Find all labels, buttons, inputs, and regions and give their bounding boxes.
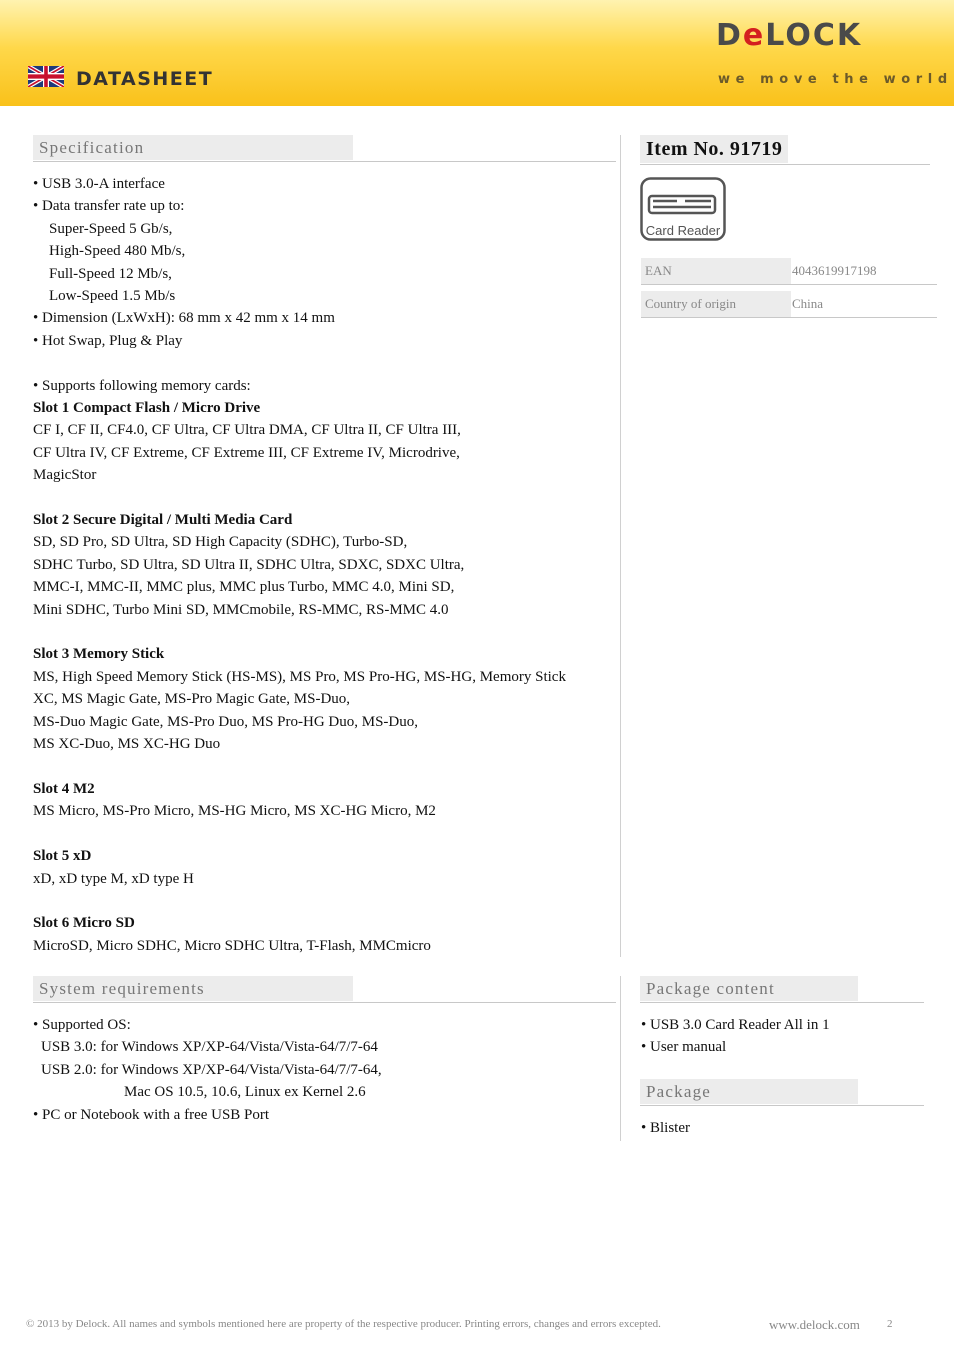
item-properties bbox=[640, 257, 937, 323]
sysreq-line: • Supported OS: bbox=[33, 1017, 131, 1033]
card-reader-icon-label: Card Reader bbox=[645, 223, 721, 238]
package-title: Package bbox=[640, 1079, 858, 1104]
spec-line: • Data transfer rate up to: bbox=[33, 198, 185, 215]
slot-line: CF Ultra IV, CF Extreme, CF Extreme III, CF Extreme IV, Microdrive, bbox=[33, 444, 460, 461]
ean-value: 4043619917198 bbox=[792, 263, 877, 278]
slot-line: MMC-I, MMC-II, MMC plus, MMC plus Turbo, MMC 4.0, Mini SD, bbox=[33, 579, 455, 596]
slot-line: MS-Duo Magic Gate, MS-Pro Duo, MS Pro-HG Duo, MS-Duo, bbox=[33, 713, 419, 730]
slot-line: xD, xD type M, xD type H bbox=[33, 870, 194, 887]
ean-row bbox=[640, 257, 937, 290]
package-content-body bbox=[641, 1014, 931, 1059]
slot-line: Mini SDHC, Turbo Mini SD, MMCmobile, RS-MMC, RS-MMC 4.0 bbox=[33, 601, 449, 618]
card-reader-icon bbox=[640, 177, 726, 241]
sysreq-line: USB 3.0: for Windows XP/XP-64/Vista/Vista-64/7/7-64 bbox=[41, 1039, 378, 1056]
sysreq-line: Mac OS 10.5, 10.6, Linux ex Kernel 2.6 bbox=[124, 1084, 366, 1101]
spec-line: • Hot Swap, Plug & Play bbox=[33, 332, 183, 349]
system-requirements-body bbox=[33, 1014, 613, 1126]
slot-line: MS XC-Duo, MS XC-HG Duo bbox=[33, 736, 221, 753]
spec-line: • Dimension (LxWxH): 68 mm x 42 mm x 14 mm bbox=[33, 310, 335, 327]
package-content-line: • User manual bbox=[641, 1039, 727, 1056]
footer-copyright: © 2013 by Delock. All names and symbols mentioned here are property of the respective producer. Printing errors, changes and errors excepted. bbox=[26, 1318, 661, 1330]
slot-line: XC, MS Magic Gate, MS-Pro Magic Gate, MS-Duo, bbox=[33, 691, 351, 708]
spec-line: • USB 3.0-A interface bbox=[33, 176, 165, 192]
spec-line: Low-Speed 1.5 Mb/s bbox=[49, 288, 176, 305]
slot-title: Slot 3 Memory Stick bbox=[33, 646, 165, 663]
package-line: • Blister bbox=[641, 1120, 690, 1136]
logo-tagline: we move the world bbox=[718, 72, 953, 87]
datasheet-title: DATASHEET bbox=[76, 68, 214, 90]
slot-title: Slot 4 M2 bbox=[33, 780, 95, 797]
origin-label: Country of origin bbox=[641, 291, 791, 317]
spec-line: Super-Speed 5 Gb/s, bbox=[49, 220, 173, 237]
slot-title: Slot 5 xD bbox=[33, 848, 92, 865]
spec-line: High-Speed 480 Mb/s, bbox=[49, 243, 186, 260]
slot-line: MS, High Speed Memory Stick (HS-MS), MS Pro, MS Pro-HG, MS-HG, Memory Stick bbox=[33, 668, 566, 685]
slot-line: MicroSD, Micro SDHC, Micro SDHC Ultra, T-Flash, MMCmicro bbox=[33, 937, 431, 954]
slot-line: CF I, CF II, CF4.0, CF Ultra, CF Ultra DMA, CF Ultra II, CF Ultra III, bbox=[33, 422, 461, 439]
origin-value: China bbox=[792, 296, 824, 311]
uk-flag-icon bbox=[28, 66, 64, 87]
slot-line: MS Micro, MS-Pro Micro, MS-HG Micro, MS XC-HG Micro, M2 bbox=[33, 803, 436, 820]
system-requirements-header bbox=[33, 976, 616, 1003]
package-content-title: Package content bbox=[640, 976, 858, 1001]
slot-line: SDHC Turbo, SD Ultra, SD Ultra II, SDHC Ultra, SDXC, SDXC Ultra, bbox=[33, 556, 465, 573]
column-divider bbox=[620, 976, 621, 1141]
package-header bbox=[640, 1079, 924, 1106]
column-divider bbox=[620, 135, 621, 957]
item-number: Item No. 91719 bbox=[640, 135, 788, 163]
package-body bbox=[641, 1117, 931, 1139]
slot-title: Slot 6 Micro SD bbox=[33, 915, 135, 932]
package-content-line: • USB 3.0 Card Reader All in 1 bbox=[641, 1017, 830, 1033]
sysreq-line: USB 2.0: for Windows XP/XP-64/Vista/Vista-64/7/7-64, bbox=[41, 1061, 382, 1078]
footer-page-number: 2 bbox=[887, 1318, 893, 1330]
origin-row bbox=[640, 290, 937, 323]
package-content-header bbox=[640, 976, 924, 1003]
sysreq-line: • PC or Notebook with a free USB Port bbox=[33, 1106, 270, 1123]
item-number-header bbox=[640, 135, 930, 165]
slot-line: MagicStor bbox=[33, 467, 97, 484]
delock-logo: DeLOCK bbox=[716, 18, 863, 53]
ean-label: EAN bbox=[641, 258, 791, 284]
slot-line: SD, SD Pro, SD Ultra, SD High Capacity (SDHC), Turbo-SD, bbox=[33, 534, 408, 551]
footer-website[interactable]: www.delock.com bbox=[769, 1317, 860, 1332]
spec-line: • Supports following memory cards: bbox=[33, 377, 251, 394]
specification-header bbox=[33, 135, 616, 162]
slot-title: Slot 2 Secure Digital / Multi Media Card bbox=[33, 512, 293, 529]
slot-title: Slot 1 Compact Flash / Micro Drive bbox=[33, 400, 261, 417]
specification-body bbox=[33, 173, 613, 957]
spec-line: Full-Speed 12 Mb/s, bbox=[49, 265, 172, 282]
header-banner bbox=[0, 0, 954, 106]
specification-title: Specification bbox=[33, 135, 353, 160]
system-requirements-title: System requirements bbox=[33, 976, 353, 1001]
